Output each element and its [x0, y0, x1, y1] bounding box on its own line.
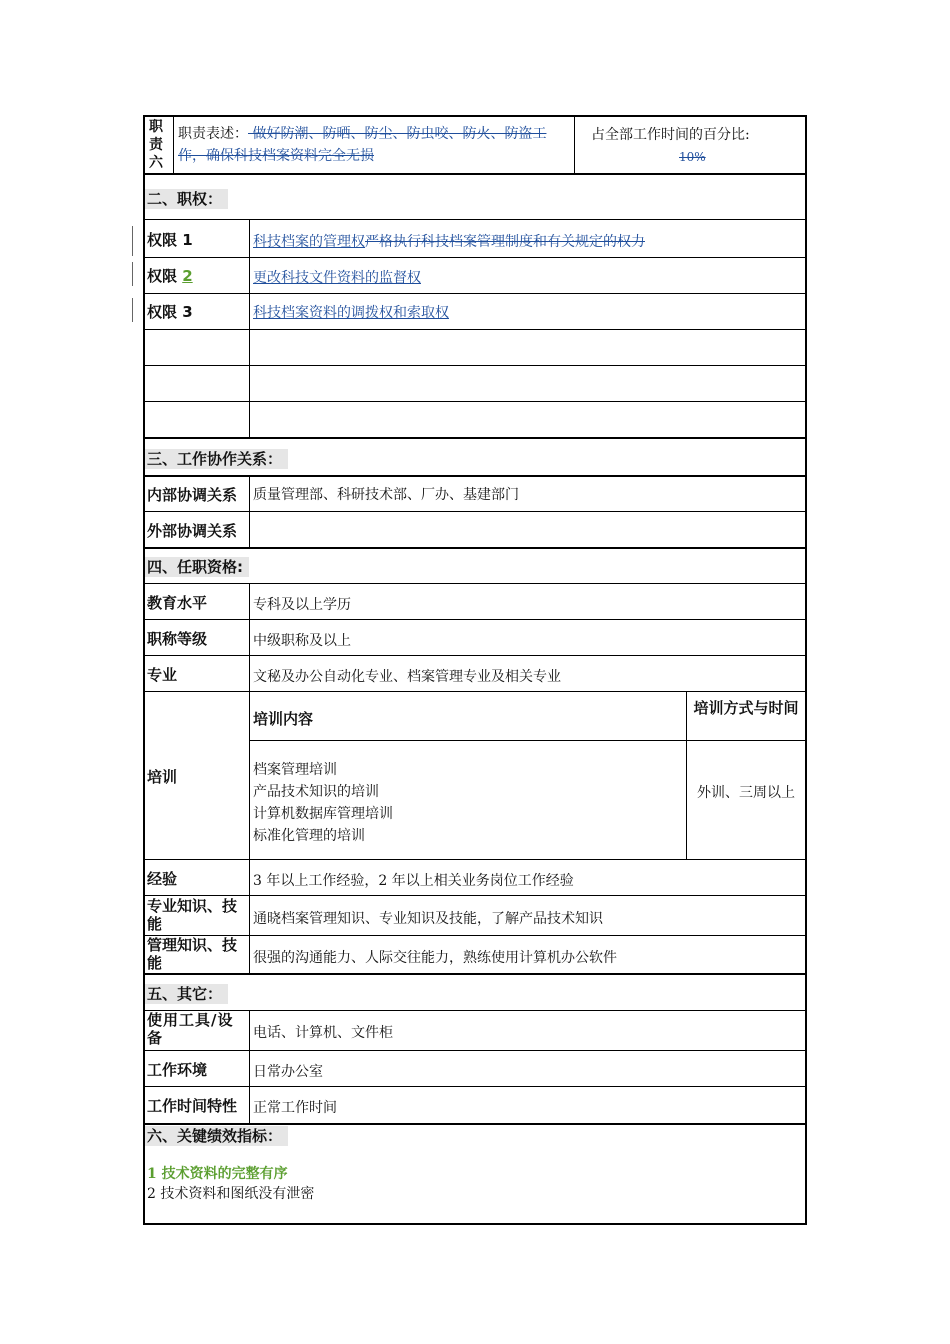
training-content-header: 培训内容	[253, 710, 314, 728]
internal-collab-value: 质量管理部、科研技术部、厂办、基建部门	[253, 487, 519, 503]
training-label: 培训	[147, 768, 178, 786]
authority-3-label: 权限 3	[147, 303, 193, 321]
external-collab-label: 外部协调关系	[147, 522, 238, 540]
training-content-list	[253, 759, 673, 847]
title-grade-value: 中级职称及以上	[253, 633, 351, 649]
authority-1-label: 权限 1	[147, 231, 193, 249]
work-time-label: 工作时间特性	[147, 1097, 238, 1115]
environment-value: 日常办公室	[253, 1064, 323, 1080]
revision-mark	[132, 262, 133, 286]
section-other-heading: 五、其它：	[145, 984, 228, 1004]
list-item: 档案管理培训	[253, 762, 337, 778]
authority-3-text: 科技档案资料的调拨权和索取权	[253, 305, 449, 321]
duty-description: 职责表述： 做好防潮、防晒、防尘、防虫咬、防火、防盗工作，确保科技档案资料完全无损	[178, 126, 547, 164]
tools-label: 使用工具/设备	[147, 1011, 234, 1047]
section-kpi-heading: 六、关键绩效指标：	[145, 1126, 288, 1146]
education-label: 教育水平	[147, 594, 208, 612]
title-grade-label: 职称等级	[147, 630, 208, 648]
list-item: 计算机数据库管理培训	[253, 806, 393, 822]
list-item: 标准化管理的培训	[253, 828, 365, 844]
professional-skill-value: 通晓档案管理知识、专业知识及技能，了解产品技术知识	[253, 911, 603, 927]
authority-2-label: 权限 2	[147, 267, 193, 285]
major-label: 专业	[147, 666, 178, 684]
time-percent-value: 10%	[679, 150, 706, 164]
major-value: 文秘及办公自动化专业、档案管理专业及相关专业	[253, 669, 561, 685]
environment-label: 工作环境	[147, 1061, 208, 1079]
kpi-item-1: 1 技术资料的完整有序	[147, 1166, 288, 1182]
revision-mark	[132, 226, 133, 256]
experience-value: 3 年以上工作经验，2 年以上相关业务岗位工作经验	[253, 873, 574, 889]
professional-skill-label: 专业知识、技能	[147, 897, 238, 933]
section-collab-heading: 三、工作协作关系：	[145, 449, 288, 469]
authority-2-text: 更改科技文件资料的监督权	[253, 270, 421, 286]
work-time-value: 正常工作时间	[253, 1100, 337, 1116]
other-block	[143, 973, 807, 1125]
section-authority-heading: 二、职权：	[145, 189, 228, 209]
management-skill-value: 很强的沟通能力、人际交往能力，熟练使用计算机办公软件	[253, 950, 617, 966]
education-value: 专科及以上学历	[253, 597, 351, 613]
tools-value: 电话、计算机、文件柜	[253, 1025, 393, 1041]
section-qualif-heading: 四、任职资格:	[145, 557, 249, 577]
authority-1-text: 科技档案的管理权严格执行科技档案管理制度和有关规定的权力	[253, 234, 645, 250]
management-skill-label: 管理知识、技能	[147, 936, 238, 972]
experience-label: 经验	[147, 870, 178, 888]
kpi-item-2: 2 技术资料和图纸没有泄密	[147, 1186, 315, 1202]
revision-mark	[132, 298, 133, 322]
training-method-header: 培训方式与时间	[693, 699, 799, 717]
duty-six-label: 职 责 六	[149, 119, 163, 171]
training-method-value: 外训、三周以上	[697, 785, 795, 801]
list-item: 产品技术知识的培训	[253, 784, 379, 800]
internal-collab-label: 内部协调关系	[147, 486, 238, 504]
time-percent-label: 占全部工作时间的百分比:	[591, 127, 750, 143]
